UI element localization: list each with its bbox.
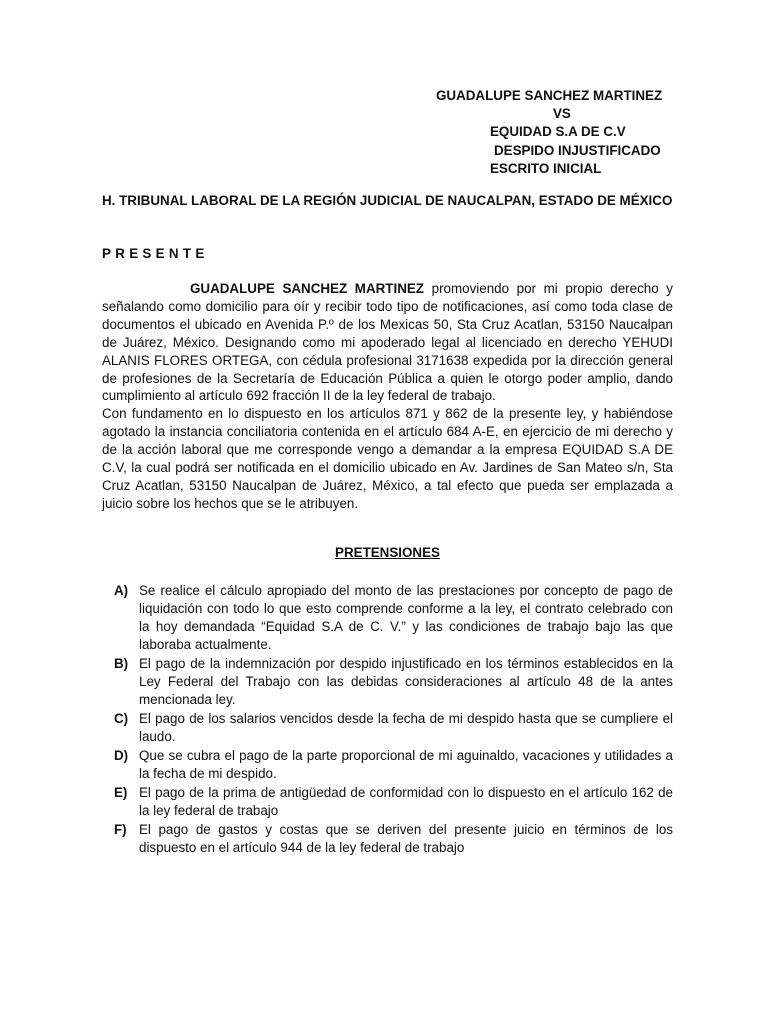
list-item-letter: F)	[114, 822, 127, 837]
pretensiones-list	[114, 582, 673, 858]
list-item	[114, 747, 673, 783]
fundamento-paragraph: Con fundamento en lo dispuesto en los artículos 871 y 862 de la presente ley, y habiéndose agotado la instancia conciliatoria contenida en el artículo 684 A-E, en ejercicio de mi derecho y de la acción laboral que me corresponde vengo a demandar a la empresa EQUIDAD S.A DE C.V, la cual podrá ser notificada en el domicilio ubicado en Av. Jardines de San Mateo s/n, Sta Cruz Acatlan, 53150 Naucalpan de Juárez, México, a tal efecto que pueda ser emplazada a juicio sobre los hechos que se le atribuyen.	[102, 406, 673, 511]
list-item-letter: B)	[114, 656, 129, 671]
list-item	[114, 821, 673, 857]
list-item	[114, 582, 673, 654]
defendant-name: EQUIDAD S.A DE C.V	[490, 124, 626, 140]
list-item-text: El pago de gastos y costas que se deriven del presente juicio en términos de los dispuesto en el artículo 944 de la ley federal de trabajo	[139, 822, 673, 855]
list-item	[114, 655, 673, 709]
list-item-text: Se realice el cálculo apropiado del monto de las prestaciones por concepto de pago de liquidación con todo lo que esto comprende conforme a la ley, el contrato celebrado con la hoy demandada “Equidad S.A de C. V.” y las condiciones de trabajo bajo las que laboraba actualmente.	[139, 583, 673, 652]
list-item-letter: A)	[114, 583, 129, 598]
list-item-text: El pago de la prima de antigüedad de conformidad con lo dispuesto en el artículo 162 de la ley federal de trabajo	[139, 785, 673, 818]
list-item-letter: E)	[114, 785, 128, 800]
intro-paragraph	[102, 280, 673, 405]
presente-heading: PRESENTE	[102, 246, 209, 261]
list-item	[114, 710, 673, 746]
document-body	[102, 280, 673, 513]
list-item-letter: C)	[114, 711, 129, 726]
list-item	[114, 784, 673, 820]
list-item-text: El pago de la indemnización por despido injustificado en los términos establecidos en la Ley Federal del Trabajo con las debidas consideraciones al artículo 48 de la antes mencionada ley.	[139, 656, 673, 707]
versus-label: VS	[553, 106, 571, 122]
case-matter: DESPIDO INJUSTIFICADO	[494, 142, 661, 158]
tribunal-addressee: H. TRIBUNAL LABORAL DE LA REGIÓN JUDICIAL DE NAUCALPAN, ESTADO DE MÉXICO	[102, 193, 673, 208]
pretensiones-title: PRETENSIONES	[335, 545, 440, 560]
intro-paragraph-text: promoviendo por mi propio derecho y señalando como domicilio para oír y recibir todo tipo de notificaciones, así como toda clase de documentos el ubicado en Avenida P.º de los Mexicas 50, Sta Cruz Acatlan, 53150 Naucalpan de Juárez, México. Designando como mi apoderado legal al licenciado en derecho YEHUDI ALANIS FLORES ORTEGA, con cédula profesional 3171638 expedida por la dirección general de profesiones de la Secretaría de Educación Pública a quien le otorgo poder amplio, dando cumplimiento al artículo 692 fracción II de la ley federal de trabajo.	[102, 281, 673, 404]
promovente-name: GUADALUPE SANCHEZ MARTINEZ	[190, 281, 424, 296]
plaintiff-name: GUADALUPE SANCHEZ MARTINEZ	[436, 88, 663, 103]
list-item-text: Que se cubra el pago de la parte proporcional de mi aguinaldo, vacaciones y utilidades a la fecha de mi despido.	[139, 748, 673, 781]
list-item-text: El pago de los salarios vencidos desde la fecha de mi despido hasta que se cumpliere el laudo.	[139, 711, 673, 744]
document-type: ESCRITO INICIAL	[490, 160, 602, 176]
case-header	[436, 87, 686, 178]
list-item-letter: D)	[114, 748, 129, 763]
